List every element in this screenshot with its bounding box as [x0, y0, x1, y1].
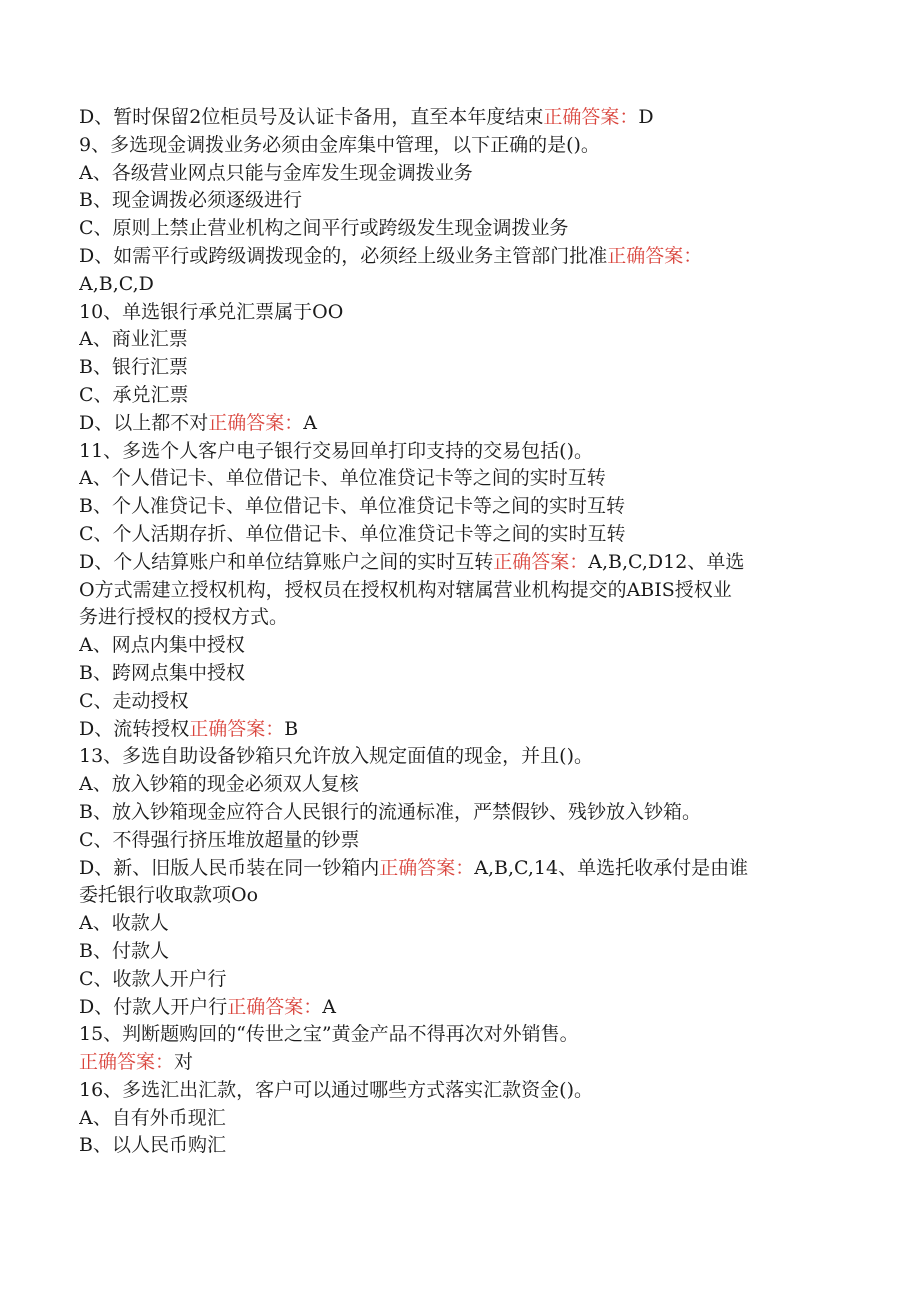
line-text: A、个人借记卡、单位借记卡、单位准贷记卡等之间的实时互转: [79, 467, 606, 490]
text-line: [79, 855, 839, 883]
line-text: 9、多选现金调拨业务必须由金库集中管理，以下正确的是()。: [79, 133, 600, 156]
text-line: [79, 938, 839, 966]
text-line: [79, 243, 839, 271]
line-text: D、流转授权: [79, 717, 190, 740]
line-text: B、现金调拨必须逐级进行: [79, 189, 302, 212]
text-line: [79, 882, 839, 910]
answer-value: B: [284, 717, 299, 740]
line-text: A、自有外币现汇: [79, 1106, 226, 1129]
text-line: [79, 382, 839, 410]
text-line: [79, 604, 839, 632]
answer-label: 正确答案：: [379, 856, 475, 879]
line-text: A、放入钞箱的现金必须双人复核: [79, 773, 359, 796]
line-tail: 12、单选: [663, 550, 745, 573]
line-text: A、收款人: [79, 912, 169, 935]
line-text: C、个人活期存折、单位借记卡、单位准贷记卡等之间的实时互转: [79, 522, 626, 545]
text-line: [79, 716, 839, 744]
text-line: [79, 1021, 839, 1049]
line-text: 务进行授权的授权方式。: [79, 606, 289, 629]
line-text: C、收款人开户行: [79, 967, 227, 990]
text-line: [79, 160, 839, 188]
line-text: 10、单选银行承兑汇票属于OO: [79, 300, 344, 323]
answer-value: D: [638, 106, 654, 128]
line-text: C、原则上禁止营业机构之间平行或跨级发生现金调拨业务: [79, 217, 569, 240]
text-line: [79, 132, 839, 160]
text-line: [79, 465, 839, 493]
line-tail: 14、单选托收承付是由谁: [533, 856, 749, 879]
text-line: [79, 187, 839, 215]
line-text: 15、判断题购回的“传世之宝”黄金产品不得再次对外销售。: [79, 1023, 579, 1046]
line-text: D、如需平行或跨级调拨现金的，必须经上级业务主管部门批准: [79, 244, 608, 267]
answer-label: 正确答案：: [189, 717, 285, 740]
line-text: B、跨网点集中授权: [79, 661, 245, 684]
text-line: [79, 771, 839, 799]
text-line: [79, 271, 839, 299]
answer-value: A,B,C,: [474, 856, 534, 879]
text-line: [79, 799, 839, 827]
line-text: B、以人民币购汇: [79, 1134, 226, 1157]
answer-value: 对: [174, 1051, 194, 1074]
line-text: C、承兑汇票: [79, 383, 189, 406]
answer-value: A: [303, 411, 317, 434]
text-line: [79, 1077, 839, 1105]
line-text: D、以上都不对: [79, 411, 209, 434]
text-line: [79, 493, 839, 521]
line-text: A、商业汇票: [79, 328, 188, 351]
line-text: A、网点内集中授权: [79, 634, 245, 657]
line-text: B、银行汇票: [79, 356, 188, 379]
text-line: [79, 1132, 839, 1160]
text-line: [79, 104, 839, 132]
line-text: C、走动授权: [79, 689, 189, 712]
text-line: [79, 521, 839, 549]
text-line: [79, 688, 839, 716]
answer-value: A: [322, 995, 336, 1018]
text-line: [79, 660, 839, 688]
text-line: [79, 632, 839, 660]
text-line: [79, 966, 839, 994]
text-line: [79, 1105, 839, 1133]
answer-label: 正确答案：: [227, 995, 323, 1018]
line-text: O方式需建立授权机构，授权员在授权机构对辖属营业机构提交的ABIS授权业: [79, 578, 732, 601]
line-text: D、暂时保留2位柜员号及认证卡备用，直至本年度结束: [79, 106, 544, 128]
line-text: D、新、旧版人民币装在同一钞箱内: [79, 856, 380, 879]
text-line: [79, 827, 839, 855]
text-line: [79, 215, 839, 243]
text-line: [79, 994, 839, 1022]
answer-value: A,B,C,D: [588, 550, 664, 573]
text-line: [79, 910, 839, 938]
text-line: [79, 326, 839, 354]
text-line: [79, 743, 839, 771]
line-text: C、不得强行挤压堆放超量的钞票: [79, 828, 360, 851]
answer-label: 正确答案：: [79, 1051, 175, 1074]
answer-label: 正确答案：: [493, 550, 589, 573]
line-text: 11、多选个人客户电子银行交易回单打印支持的交易包括()。: [79, 439, 594, 462]
text-line: [79, 577, 839, 605]
text-line: [79, 354, 839, 382]
line-text: 16、多选汇出汇款，客户可以通过哪些方式落实汇款资金()。: [79, 1078, 594, 1101]
line-text: B、放入钞箱现金应符合人民银行的流通标准，严禁假钞、残钞放入钞箱。: [79, 800, 701, 823]
text-line: [79, 299, 839, 327]
line-text: D、付款人开户行: [79, 995, 228, 1018]
line-text: D、个人结算账户和单位结算账户之间的实时互转: [79, 550, 494, 573]
answer-label: 正确答案：: [543, 106, 639, 128]
text-line: [79, 438, 839, 466]
text-line: [79, 410, 839, 438]
answer-label: 正确答案：: [208, 411, 304, 434]
line-text: 13、多选自助设备钞箱只允许放入规定面值的现金，并且()。: [79, 745, 594, 768]
line-text: 委托银行收取款项Oo: [79, 884, 259, 907]
text-line: [79, 549, 839, 577]
text-line: [79, 1049, 839, 1077]
line-text: B、个人准贷记卡、单位借记卡、单位准贷记卡等之间的实时互转: [79, 495, 625, 518]
line-text: B、付款人: [79, 939, 169, 962]
line-text: A,B,C,D: [79, 272, 154, 295]
answer-label: 正确答案：: [607, 244, 703, 267]
line-text: A、各级营业网点只能与金库发生现金调拨业务: [79, 161, 473, 184]
